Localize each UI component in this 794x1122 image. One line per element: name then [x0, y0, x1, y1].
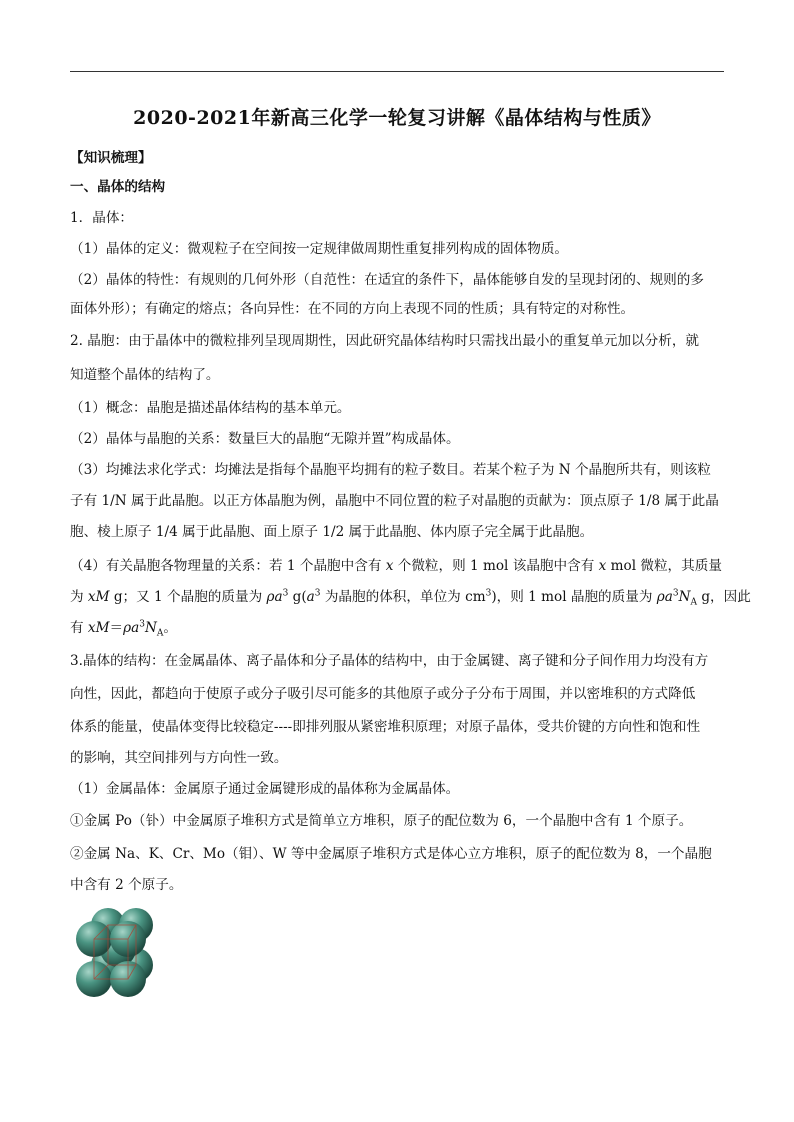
paragraph-formula-2: 为 xM g；又 1 个晶胞的质量为 $\rho a^3$ $g(a^3$ 为晶胞的体积，单位为 $cm^3$)，则 1 mol 晶胞的质量为 $\rho a^3N_A$ g，因此 [70, 588, 751, 608]
page-title: 2020-2021年新高三化学一轮复习讲解《晶体结构与性质》 [133, 107, 661, 129]
heading-crystal-structure: 一、晶体的结构 [70, 179, 166, 195]
paragraph: 向性，因此，都趋向于使原子或分子吸引尽可能多的其他原子或分子分布于周围，并以密堆积的方式降低 [70, 686, 696, 702]
paragraph: （1）概念：晶胞是描述晶体结构的基本单元。 [70, 400, 351, 416]
paragraph: 面体外形）；有确定的熔点；各向异性：在不同的方向上表现不同的性质；具有特定的对称性。 [70, 301, 635, 317]
paragraph: 2. 晶胞：由于晶体中的微粒排列呈现周期性，因此研究晶体结构时只需找出最小的重复单元加以分析，就 [70, 333, 700, 349]
paragraph: 中含有 2 个原子。 [70, 877, 183, 893]
section-tag: 【知识梳理】 [70, 150, 152, 166]
paragraph: ①金属 Po（钋）中金属原子堆积方式是简单立方堆积，原子的配位数为 6，一个晶胞中含有 1 个原子。 [70, 813, 693, 829]
paragraph: （1）金属晶体：金属原子通过金属键形成的晶体称为金属晶体。 [70, 781, 460, 797]
body-centered-cubic-crystal-image [70, 905, 166, 1001]
paragraph: （3）均摊法求化学式：均摊法是指每个晶胞平均拥有的粒子数目。若某个粒子为 N 个晶胞所共有，则该粒 [70, 462, 711, 478]
paragraph-formula-1: （4）有关晶胞各物理量的关系：若 1 个晶胞中含有 x 个微粒，则 1 mol 该晶胞中含有 x mol 微粒，其质量 [70, 558, 722, 574]
paragraph: 3.晶体的结构：在金属晶体、离子晶体和分子晶体的结构中，由于金属键、离子键和分子间作用力均没有方 [70, 653, 709, 669]
paragraph: 知道整个晶体的结构了。 [70, 367, 220, 383]
paragraph: （2）晶体与晶胞的关系：数量巨大的晶胞“无隙并置”构成晶体。 [70, 431, 460, 447]
paragraph: 的影响，其空间排列与方向性一致。 [70, 750, 288, 766]
paragraph: ②金属 Na、K、Cr、Mo（钼）、W 等中金属原子堆积方式是体心立方堆积，原子的配位数为 8，一个晶胞 [70, 846, 712, 862]
header-rule [70, 71, 724, 72]
paragraph-formula-3: 有 $xM=\rho a^3N_A$。 [70, 619, 177, 639]
paragraph: （1）晶体的定义：微观粒子在空间按一定规律做周期性重复排列构成的固体物质。 [70, 241, 569, 257]
paragraph: 子有 1/N 属于此晶胞。以正方体晶胞为例，晶胞中不同位置的粒子对晶胞的贡献为：顶点原子 1/8 属于此晶 [70, 493, 719, 509]
paragraph: 1．晶体： [70, 210, 134, 226]
paragraph: （2）晶体的特性：有规则的几何外形（自范性：在适宜的条件下，晶体能够自发的呈现封闭的、规则的多 [70, 272, 704, 288]
paragraph: 胞、棱上原子 1/4 属于此晶胞、面上原子 1/2 属于此晶胞、体内原子完全属于此晶胞。 [70, 524, 594, 540]
paragraph: 体系的能量，使晶体变得比较稳定----即排列服从紧密堆积原理；对原子晶体，受共价键的方向性和饱和性 [70, 719, 701, 735]
